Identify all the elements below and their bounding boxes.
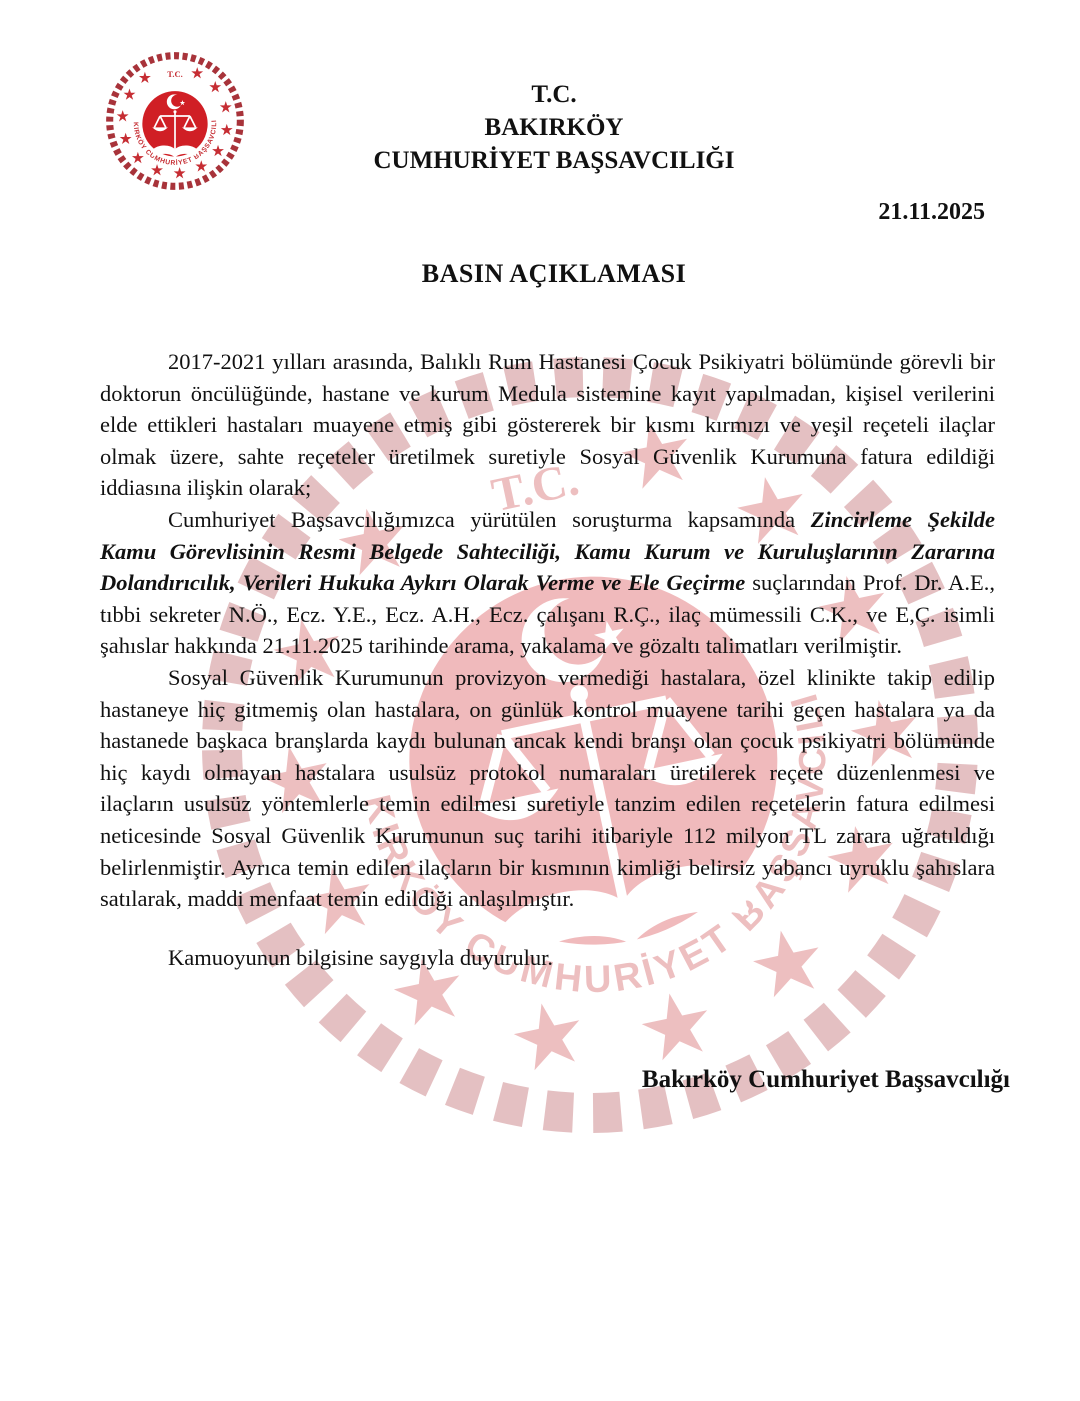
charges-list-emphasis: Zincirleme Şekilde Kamu Görevlisinin Resmi Belgede Sahteciliği, Kamu Kurum ve Kuruluşlarının Zararına Dolandırıcılık, Verileri Hukuka Aykırı Olarak Verme ve Ele Geçirme bbox=[100, 506, 996, 596]
letterhead-tc: T.C. bbox=[531, 81, 577, 108]
paragraph-charges bbox=[100, 504, 995, 662]
document-body bbox=[100, 346, 995, 973]
paragraph-closing: Kamuoyunun bilgisine saygıyla duyurulur. bbox=[168, 944, 553, 970]
letterhead-office: CUMHURİYET BAŞSAVCILIĞI bbox=[373, 147, 735, 174]
paragraph-allegation: 2017-2021 yılları arasında, Balıklı Rum Hastanesi Çocuk Psikiyatri bölümünde görevli bir doktorun öncülüğünde, hastane ve kurum Medula sistemine kayıt yapılmadan, kişisel verilerini elde ettikleri hastaları muayene etmiş gibi göstererek bir kısmı kırmızı ve yeşil reçeteli ilaçlar olmak üzere, sahte reçeteler üretilmek suretiyle Sosyal Güvenlik Kurumuna fatura edildiği iddiasına ilişkin olarak; bbox=[100, 349, 995, 501]
document-date: 21.11.2025 bbox=[878, 199, 985, 225]
letterhead-city: BAKIRKÖY bbox=[484, 114, 624, 141]
prosecutor-office-seal bbox=[104, 50, 246, 192]
charges-rest: suçlarından Prof. Dr. A.E., tıbbi sekreter N.Ö., Ecz. Y.E., Ecz. A.H., Ecz. çalışanı R.Ç., ilaç mümessili C.K., ve E,Ç. isimli şahıslar hakkında 21.11.2025 tarihinde arama, yakalama ve gözaltı talimatları verilmiştir. bbox=[100, 570, 995, 659]
paragraph-findings: Sosyal Güvenlik Kurumunun provizyon vermediği hastalara, özel klinikte takip edilip hastaneye hiç gitmemiş olan hastalara, on günlük kontrol muayene tarihi geçen hastalara ya da hastanede başkaca branşlarda kaydı bulunan ancak kendi branşı olan çocuk psikiyatri bölümünde hiç kaydı olmayan hastalara usulsüz protokol numaraları üretilerek reçete düzenlenmesi ve ilaçların usulsüz yöntemlerle temin edilmesi suretiyle tanzim edilen reçetelerin fatura edilmesi neticesinde Sosyal Güvenlik Kurumunun suç tarihi itibariyle 112 milyon TL zarara uğratıldığı belirlenmiştir. Ayrıca temin edilen ilaçların bir kısmının kimliği belirsiz yabancı uyruklu şahıslara satılarak, maddi menfaat temin edildiği anlaşılmıştır. bbox=[100, 664, 995, 912]
signature-office: Bakırköy Cumhuriyet Başsavcılığı bbox=[641, 1066, 1010, 1093]
document-title: BASIN AÇIKLAMASI bbox=[421, 259, 687, 288]
charges-lead: Cumhuriyet Başsavcılığımızca yürütülen soruşturma kapsamında bbox=[168, 506, 811, 532]
